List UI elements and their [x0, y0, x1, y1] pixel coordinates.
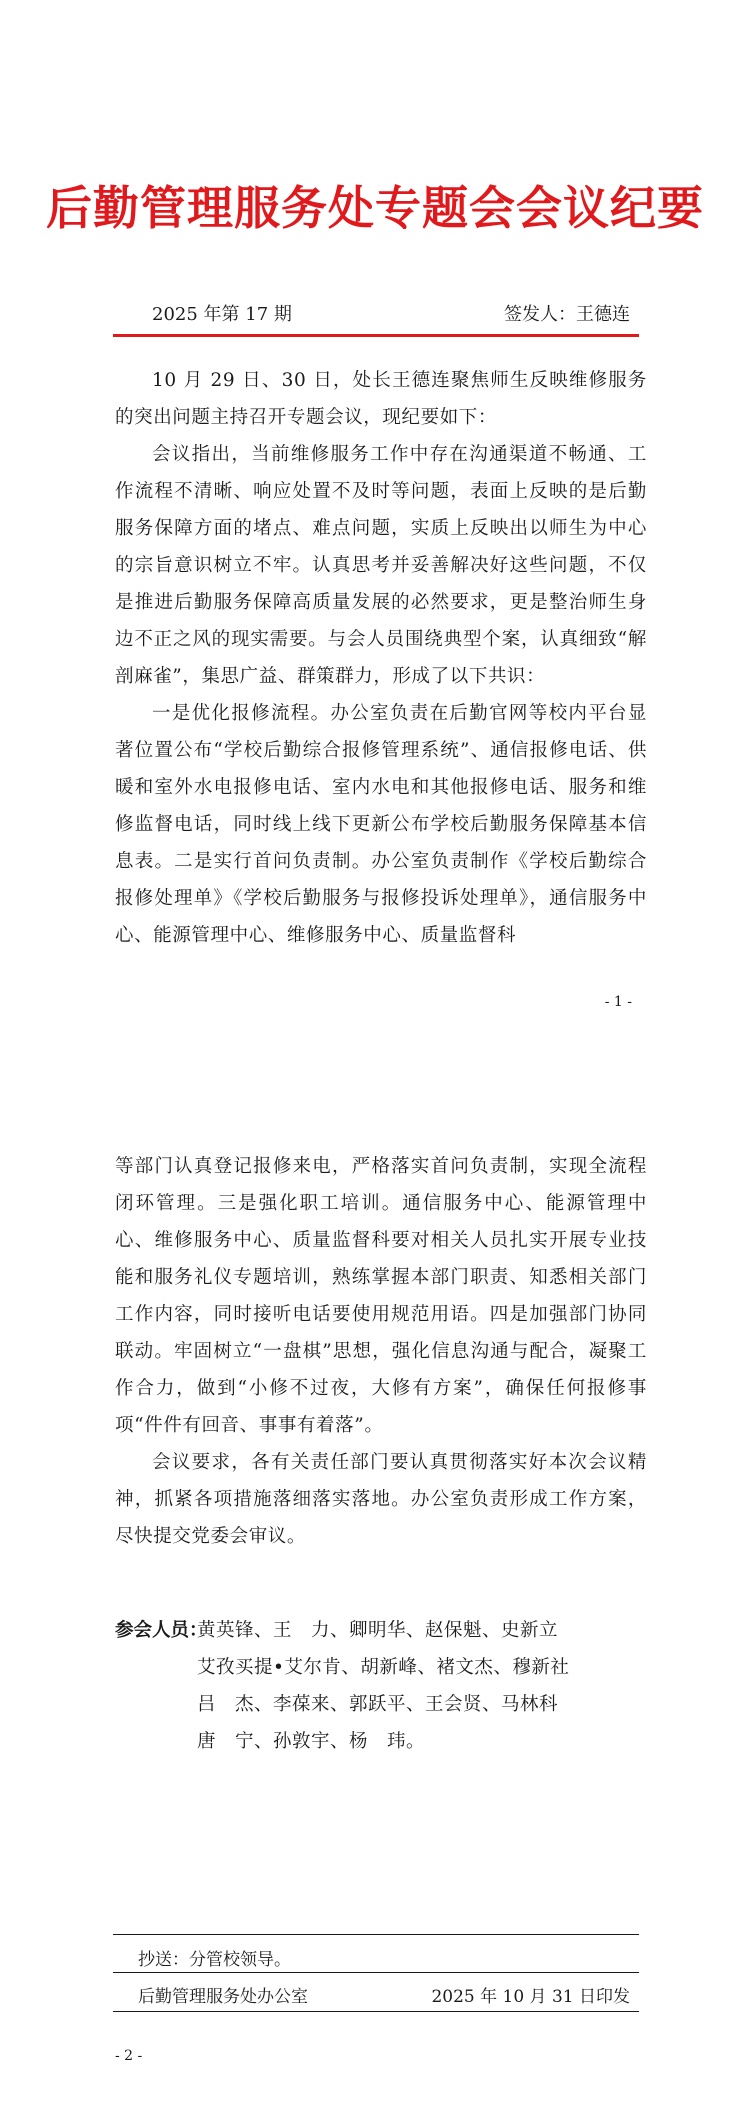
page-2-body: [115, 1148, 647, 1555]
cc-line: 抄送：分管校领导。: [138, 1950, 291, 1970]
attendees-line: 吕 杰、李葆来、郭跃平、王会贤、马林科: [197, 1694, 559, 1715]
page-number: - 1 -: [604, 994, 632, 1010]
issuing-office: 后勤管理服务处办公室: [138, 1987, 308, 2007]
attendees-label: 参会人员：: [115, 1620, 208, 1641]
footer-bottom-rule: [113, 2011, 639, 2012]
page-number: - 2 -: [115, 2048, 143, 2064]
red-divider: [113, 334, 639, 337]
page-1-body: [115, 362, 647, 954]
paragraph: 会议指出，当前维修服务工作中存在沟通渠道不畅通、工作流程不清晰、响应处置不及时等问题，表面上反映的是后勤服务保障方面的堵点、难点问题，实质上反映出以师生为中心的宗旨意识树立不牢。认真思考并妥善解决好这些问题，不仅是推进后勤服务保障高质量发展的必然要求，更是整治师生身边不正之风的现实需要。与会人员围绕典型个案，认真细致“解剖麻雀”，集思广益、群策群力，形成了以下共识：: [115, 444, 647, 687]
attendees-line: 唐 宁、孙敦宇、杨 玮。: [197, 1731, 426, 1752]
issue-number: 2025 年第 17 期: [152, 304, 292, 325]
attendees-names: [197, 1612, 569, 1760]
attendees-line: 黄英锋、王 力、卿明华、赵保魁、史新立: [197, 1620, 559, 1641]
footer-top-rule: [113, 1934, 639, 1935]
paragraph: 会议要求，各有关责任部门要认真贯彻落实好本次会议精神，抓紧各项措施落细落实落地。办公室负责形成工作方案，尽快提交党委会审议。: [115, 1452, 647, 1547]
footer-middle-rule: [113, 1972, 639, 1973]
page-2: [0, 1060, 750, 2120]
paragraph: 等部门认真登记报修来电，严格落实首问负责制，实现全流程闭环管理。三是强化职工培训。通信服务中心、能源管理中心、维修服务中心、质量监督科要对相关人员扎实开展专业技能和服务礼仪专题培训，熟练掌握本部门职责、知悉相关部门工作内容，同时接听电话要使用规范用语。四是加强部门协同联动。牢固树立“一盘棋”思想，强化信息沟通与配合，凝聚工作合力，做到“小修不过夜，大修有方案”，确保任何报修事项“件件有回音、事事有着落”。: [115, 1156, 647, 1436]
attendees-line: 艾孜买提•艾尔肯、胡新峰、褚文杰、穆新社: [197, 1657, 570, 1678]
paragraph: 10 月 29 日、30 日，处长王德连聚焦师生反映维修服务的突出问题主持召开专题会议，现纪要如下：: [115, 370, 647, 428]
signer: 签发人：王德连: [504, 304, 630, 325]
paragraph: 一是优化报修流程。办公室负责在后勤官网等校内平台显著位置公布“学校后勤综合报修管理系统”、通信报修电话、供暖和室外水电报修电话、室内水电和其他报修电话、服务和维修监督电话，同时线上线下更新公布学校后勤服务保障基本信息表。二是实行首问负责制。办公室负责制作《学校后勤综合报修处理单》《学校后勤服务与报修投诉处理单》，通信服务中心、能源管理中心、维修服务中心、质量监督科: [115, 703, 647, 946]
print-date: 2025 年 10 月 31 日印发: [431, 1987, 630, 2007]
issue-row: [152, 300, 630, 326]
document-title: 后勤管理服务处专题会会议纪要: [46, 181, 704, 235]
